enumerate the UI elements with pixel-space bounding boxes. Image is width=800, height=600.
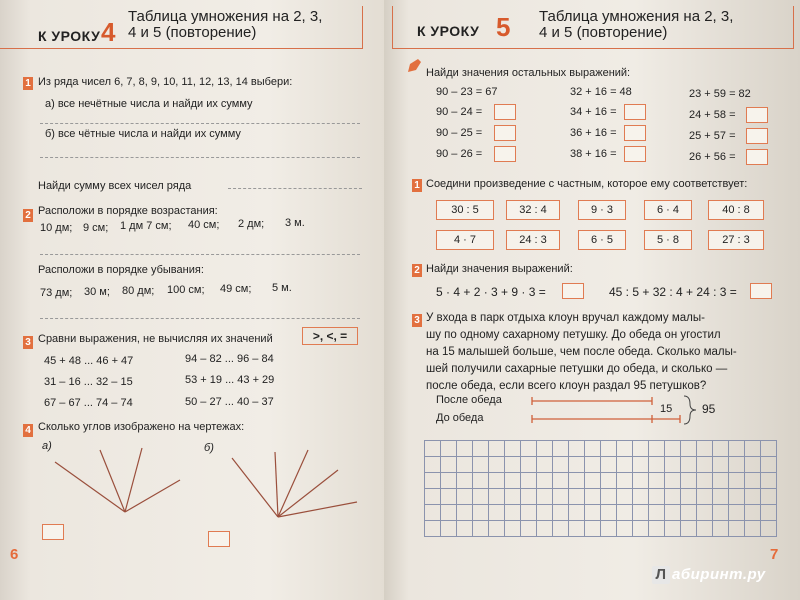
list-item: 30 м;: [84, 286, 110, 298]
lesson-number: 5: [496, 12, 511, 42]
task-text: Из ряда чисел 6, 7, 8, 9, 10, 11, 12, 13, 14 выбери:: [38, 76, 293, 88]
expression: 90 – 25 =: [436, 127, 483, 139]
diagram-label: До обеда: [436, 412, 484, 424]
task-text: Сравни выражения, не вычисляя их значений: [38, 333, 273, 345]
expression: 90 – 26 =: [436, 148, 483, 160]
task-text: б) все чётные числа и найди их сумму: [45, 128, 241, 140]
list-item: 1 дм 7 см;: [120, 220, 172, 232]
comparison: 45 + 48 ... 46 + 47: [44, 355, 134, 367]
drawing-label: б): [204, 442, 214, 454]
page-number: 7: [770, 546, 779, 563]
match-card[interactable]: 6 · 4: [644, 200, 692, 220]
answer-box[interactable]: [42, 524, 64, 540]
title-line-2: 4 и 5 (повторение): [128, 24, 257, 41]
match-card[interactable]: 4 · 7: [436, 230, 494, 250]
comparison: 67 – 67 ... 74 – 74: [44, 397, 133, 409]
list-item: 73 дм;: [40, 287, 73, 299]
answer-box[interactable]: [208, 531, 230, 547]
task-number: 1: [412, 179, 422, 192]
task-text: Найди сумму всех чисел ряда: [38, 180, 192, 192]
title-line-1: Таблица умножения на 2, 3,: [128, 8, 323, 25]
task-text: Найди значения остальных выражений:: [426, 67, 631, 79]
list-item: 49 см;: [220, 283, 252, 295]
task-number: 2: [412, 264, 422, 277]
problem-line: шу по одному сахарному петушку. До обеда он угостил: [426, 329, 721, 341]
diagram-label: После обеда: [436, 394, 502, 406]
drawing-label: а): [42, 440, 52, 452]
expression: 38 + 16 =: [570, 148, 617, 160]
list-item: 100 см;: [167, 284, 205, 296]
segment-total: 95: [702, 402, 716, 416]
lesson-label: К УРОКУ: [38, 28, 101, 44]
task-text: Сколько углов изображено на чертежах:: [38, 421, 245, 433]
watermark-text: абиринт.ру: [672, 566, 766, 583]
comparison: 31 – 16 ... 32 – 15: [44, 376, 133, 388]
expression: 23 + 59 = 82: [689, 88, 751, 100]
problem-line: У входа в парк отдыха клоун вручал каждому малы-: [426, 312, 705, 324]
expression: 90 – 23 = 67: [436, 86, 498, 98]
match-card[interactable]: 5 · 8: [644, 230, 692, 250]
watermark: [652, 566, 766, 584]
title-line-2: 4 и 5 (повторение): [539, 24, 668, 41]
title-line-1: Таблица умножения на 2, 3,: [539, 8, 734, 25]
list-item: 80 дм;: [122, 285, 155, 297]
logo-icon: Л: [652, 566, 670, 584]
expression: 34 + 16 =: [570, 106, 617, 118]
match-card[interactable]: 9 · 3: [578, 200, 626, 220]
problem-line: шей получили сахарные петушки до обеда, и сколько —: [426, 363, 728, 375]
match-card[interactable]: 32 : 4: [506, 200, 560, 220]
lesson-number: 4: [101, 17, 116, 47]
answer-grid[interactable]: [424, 440, 777, 537]
list-item: 9 см;: [83, 222, 109, 234]
problem-line: на 15 малышей больше, чем после обеда. Сколько малы-: [426, 346, 737, 358]
task-text: Расположи в порядке возрастания:: [38, 205, 218, 217]
comparison: 94 – 82 ... 96 – 84: [185, 353, 274, 365]
task-text: Расположи в порядке убывания:: [38, 264, 204, 276]
list-item: 40 см;: [188, 219, 220, 231]
match-card[interactable]: 27 : 3: [708, 230, 764, 250]
expression: 36 + 16 =: [570, 127, 617, 139]
expression: 24 + 58 =: [689, 109, 736, 121]
task-number: 3: [23, 336, 33, 349]
task-text: а) все нечётные числа и найди их сумму: [45, 98, 253, 110]
task-number: 1: [23, 77, 33, 90]
comparison: 50 – 27 ... 40 – 37: [185, 396, 274, 408]
expression: 32 + 16 = 48: [570, 86, 632, 98]
segment-difference: 15: [660, 403, 673, 415]
task-text: Соедини произведение с частным, которое ему соответствует:: [426, 178, 748, 190]
list-item: 5 м.: [272, 282, 292, 294]
list-item: 3 м.: [285, 217, 305, 229]
problem-line: после обеда, если всего клоун раздал 95 петушков?: [426, 380, 707, 392]
expression: 25 + 57 =: [689, 130, 736, 142]
task-text: Найди значения выражений:: [426, 263, 573, 275]
expression: 5 · 4 + 2 · 3 + 9 · 3 =: [436, 285, 546, 299]
comparison: 53 + 19 ... 43 + 29: [185, 374, 275, 386]
expression: 26 + 56 =: [689, 151, 736, 163]
list-item: 10 дм;: [40, 222, 73, 234]
task-number: 4: [23, 424, 33, 437]
expression: 90 – 24 =: [436, 106, 483, 118]
page-number: 6: [10, 546, 19, 563]
task-number: 3: [412, 314, 422, 327]
match-card[interactable]: 30 : 5: [436, 200, 494, 220]
match-card[interactable]: 40 : 8: [708, 200, 764, 220]
expression: 45 : 5 + 32 : 4 + 24 : 3 =: [609, 285, 737, 299]
match-card[interactable]: 6 · 5: [578, 230, 626, 250]
signs-box: >, <, =: [302, 327, 358, 345]
task-number: 2: [23, 209, 33, 222]
angles-drawing: [0, 0, 384, 600]
left-page: [0, 0, 384, 600]
list-item: 2 дм;: [238, 218, 265, 230]
match-card[interactable]: 24 : 3: [506, 230, 560, 250]
lesson-label: К УРОКУ: [417, 23, 480, 39]
